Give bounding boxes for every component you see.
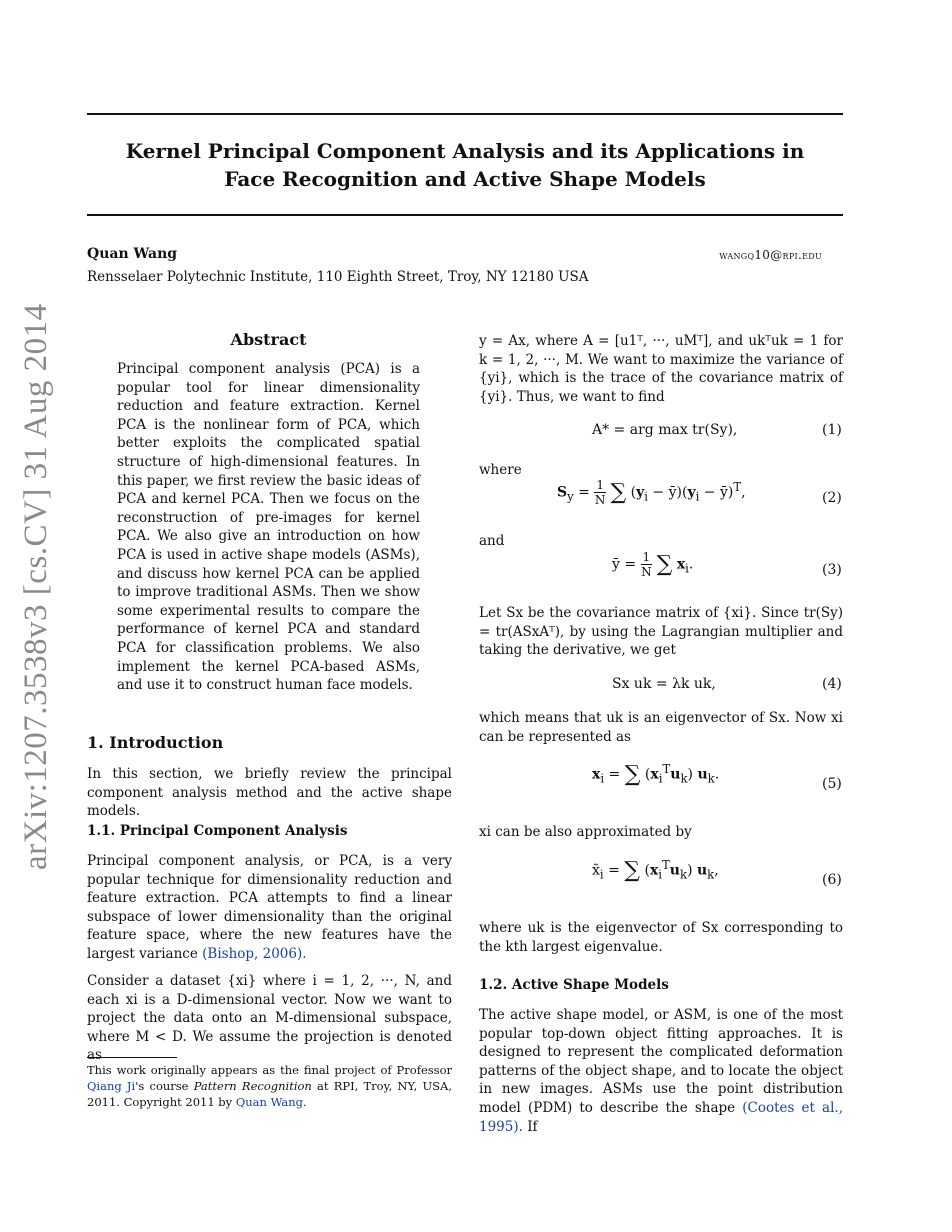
bishop-citation[interactable]: (Bishop, 2006). <box>202 945 307 962</box>
sum-symbol: ∑ <box>610 480 627 505</box>
affiliation: Rensselaer Polytechnic Institute, 110 Eighth Street, Troy, NY 12180 USA <box>87 269 589 285</box>
right-paragraph-3: which means that uk is an eigenvector of Sx. Now xi can be represented as <box>479 710 843 745</box>
intro-heading: 1. Introduction <box>87 733 224 752</box>
course-name: Pattern Recognition <box>193 1079 312 1093</box>
qiang-ji-link[interactable]: Qiang Ji <box>87 1079 136 1093</box>
where-label-1: where <box>479 462 522 478</box>
pca-para1-text: Principal component analysis, or PCA, is a very popular technique for dimensionality reduction and feature extraction. PCA attempts to find a linear subspace of lower dimensionality than the original feature space, where the new features have the largest variance <box>87 853 452 962</box>
equation-2-number: (2) <box>822 490 842 506</box>
and-label: and <box>479 533 505 549</box>
asm-heading: 1.2. Active Shape Models <box>479 977 669 993</box>
pca-heading: 1.1. Principal Component Analysis <box>87 823 348 839</box>
author-email[interactable]: wangq10@rpi.edu <box>719 248 822 262</box>
right-paragraph-4: xi can be also approximated by <box>479 824 692 840</box>
quan-wang-link[interactable]: Quan Wang <box>235 1095 304 1109</box>
footnote <box>87 1062 452 1110</box>
equation-5-number: (5) <box>822 776 842 792</box>
pca-paragraph-2: Consider a dataset {xi} where i = 1, 2, ···, N, and each xi is a D-dimensional vector. Now we want to project the data onto an M-dimensional subspace, where M < D. We assume the projection is denoted as <box>87 973 452 1064</box>
equation-1: A* = arg max tr(Sy), <box>592 422 738 438</box>
cootes-citation[interactable]: (Cootes et al., 1995). <box>479 1099 844 1135</box>
equation-6: $x̃_i$ = ∑ $(x_i^Tu_k)$ $u_k$, <box>592 858 719 884</box>
right-paragraph-2: Let Sx be the covariance matrix of {xi}. Since tr(Sy) = tr(ASxAᵀ), by using the Lagrangian multiplier and taking the derivative, we get <box>479 605 843 659</box>
author-name: Quan Wang <box>87 246 178 262</box>
asm-paragraph <box>479 1006 843 1136</box>
top-rule <box>87 113 843 115</box>
sum-symbol: ∑ <box>624 858 640 884</box>
footnote-text-b: 's course <box>135 1079 189 1093</box>
paper-title <box>87 137 843 193</box>
equation-5: $x_i$ = ∑ $(x_i^Tu_k)$ $u_k$. <box>592 762 720 788</box>
equation-6-number: (6) <box>822 872 842 888</box>
asm-text-tail: If <box>527 1118 538 1135</box>
equation-3-number: (3) <box>822 562 842 578</box>
title-line-2: Face Recognition and Active Shape Models <box>224 167 706 191</box>
right-paragraph-1: y = Ax, where A = [u1ᵀ, ···, uMᵀ], and ukᵀuk = 1 for k = 1, 2, ···, M. We want to maximize the variance of {yi}, which is the trace of the covariance matrix of {yi}. Thus, we want to find <box>479 333 843 405</box>
equation-1-number: (1) <box>822 422 842 438</box>
title-line-1: Kernel Principal Component Analysis and its Applications in <box>125 139 805 163</box>
footnote-text-a: This work originally appears as the final project of Professor <box>87 1063 452 1077</box>
sum-symbol: ∑ <box>624 762 641 788</box>
right-paragraph-5: where uk is the eigenvector of Sx corresponding to the kth largest eigenvalue. <box>479 920 843 955</box>
pca-paragraph-1 <box>87 852 452 964</box>
title-bottom-rule <box>87 214 843 216</box>
equation-4-number: (4) <box>822 676 842 692</box>
footnote-text-c: at RPI, Troy, NY, USA, 2011. Copyright 2011 by <box>87 1079 452 1109</box>
intro-text: In this section, we briefly review the principal component analysis method and the active shape models. <box>87 766 452 820</box>
asm-text: The active shape model, or ASM, is one of the most popular top-down object fitting approaches. It is designed to represent the complicated deformation patterns of the object shape, and to locate the object in new images. ASMs use the point distribution model (PDM) to describe the shape <box>479 1007 843 1116</box>
sum-symbol: ∑ <box>656 552 673 577</box>
abstract-heading: Abstract <box>230 330 307 349</box>
footnote-text-d: . <box>303 1095 307 1109</box>
equation-2: $S_y$ = $\frac{1}{N}$ ∑ ($y_i$ − $ȳ)(y_i$ − ȳ)$^T$, <box>557 478 746 507</box>
footnote-rule <box>87 1057 177 1058</box>
arxiv-stamp[interactable]: arXiv:1207.3538v3 [cs.CV] 31 Aug 2014 <box>18 303 54 870</box>
equation-3: ȳ = $\frac{1}{N}$ ∑ $x_i$. <box>612 550 694 579</box>
equation-4: Sx uk = λk uk, <box>612 676 716 692</box>
abstract-text: Principal component analysis (PCA) is a popular tool for linear dimensionality reduction and feature extraction. Kernel PCA is the nonlinear form of PCA, which better exploits the complicated spatial structure of high-dimensional features. In this paper, we first review the basic ideas of PCA and kernel PCA. Then we focus on the reconstruction of pre-images for kernel PCA. We also give an introduction on how PCA is used in active shape models (ASMs), and discuss how kernel PCA can be applied to improve traditional ASMs. Then we show some experimental results to compare the performance of kernel PCA and standard PCA for classification problems. We also implement the kernel PCA-based ASMs, and use it to construct human face models. <box>117 361 420 694</box>
